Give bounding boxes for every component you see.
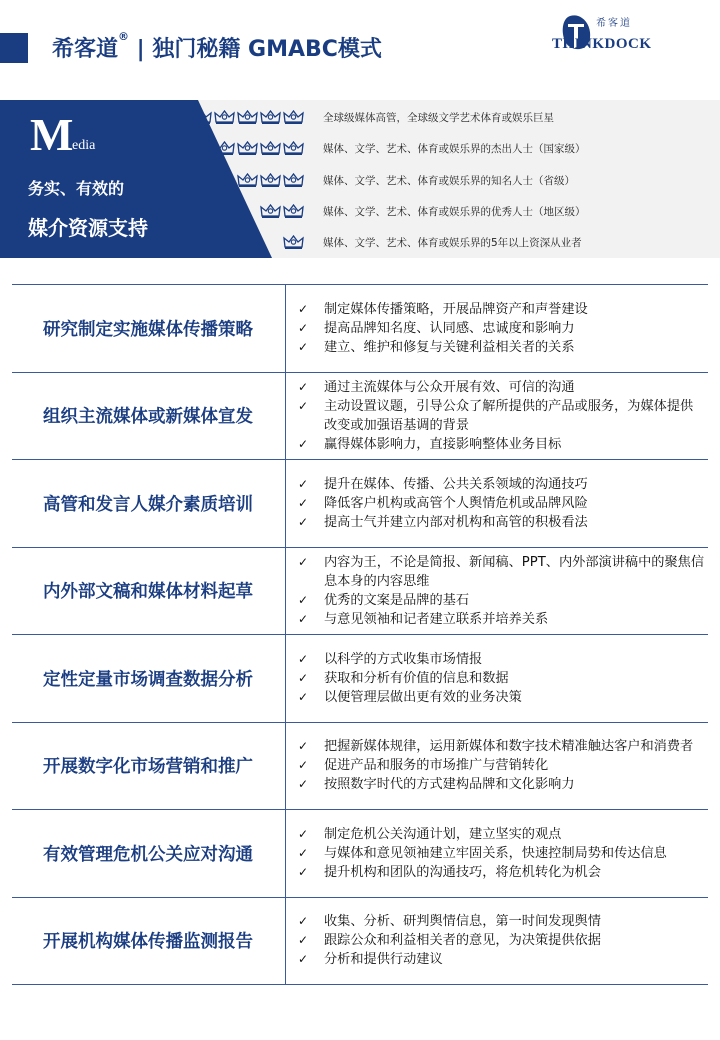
crown-icon (260, 109, 281, 125)
logo-chinese-text: 希客道 (596, 18, 632, 29)
table-row (12, 548, 708, 636)
services-table (12, 284, 708, 985)
crown-icon (191, 109, 212, 125)
row-title: 有效管理危机公关应对沟通 (43, 844, 253, 865)
table-row (12, 810, 708, 898)
media-letter: M (30, 109, 74, 160)
row-items (290, 285, 708, 372)
item-text: 制定媒体传播策略，开展品牌资产和声誉建设 (324, 301, 588, 317)
table-row (12, 373, 708, 461)
media-letter-rest: edia (72, 138, 96, 153)
item-text: 以科学的方式收集市场情报 (324, 651, 483, 667)
table-row (12, 723, 708, 811)
list-item (290, 338, 708, 357)
crown-icon (283, 203, 304, 219)
check-icon: ✓ (298, 301, 309, 316)
item-text: 主动设置议题，引导公众了解所提供的产品或服务，为媒体提供改变或加强语基调的背景 (324, 398, 694, 433)
column-divider (285, 548, 286, 635)
row-items (290, 723, 708, 810)
row-items (290, 548, 708, 635)
row-title: 开展数字化市场营销和推广 (43, 757, 253, 778)
check-icon: ✓ (298, 514, 309, 529)
tier-crowns (283, 234, 304, 250)
crown-icon (260, 172, 281, 188)
check-icon: ✓ (298, 758, 309, 773)
item-text: 获取和分析有价值的信息和数据 (324, 670, 509, 686)
tier-text: 媒体、文学、艺术、体育或娱乐界的知名人士（省级） (323, 174, 575, 187)
item-text: 建立、维护和修复与关键利益相关者的关系 (324, 339, 575, 355)
item-text: 通过主流媒体与公众开展有效、可信的沟通 (324, 379, 575, 395)
check-icon: ✓ (298, 670, 309, 685)
tier-row (0, 137, 720, 159)
tier-text: 媒体、文学、艺术、体育或娱乐界的杰出人士（国家级） (323, 142, 586, 155)
row-items (290, 810, 708, 897)
tier-crowns (260, 203, 304, 219)
item-text: 提高士气并建立内部对机构和高管的积极看法 (324, 514, 588, 530)
tier-row (0, 106, 720, 128)
item-text: 提升在媒体、传播、公共关系领域的沟通技巧 (324, 476, 588, 492)
item-text: 与意见领袖和记者建立联系并培养关系 (324, 611, 549, 627)
table-row (12, 460, 708, 548)
item-text: 提升机构和团队的沟通技巧，将危机转化为机会 (324, 864, 601, 880)
crown-icon (283, 234, 304, 250)
banner-subtitle: 务实、有效的 (28, 179, 125, 198)
item-text: 降低客户机构或高管个人舆情危机或品牌风险 (324, 495, 588, 511)
tier-row (0, 231, 720, 253)
item-text: 收集、分析、研判舆情信息，第一时间发现舆情 (324, 914, 601, 930)
row-items (290, 898, 708, 985)
list-item (290, 650, 708, 669)
tier-crowns (214, 140, 304, 156)
page-header (0, 0, 720, 92)
item-text: 以便管理层做出更有效的业务决策 (324, 689, 522, 705)
check-icon: ✓ (298, 339, 309, 354)
tier-row (0, 169, 720, 191)
table-row (12, 285, 708, 373)
column-divider (285, 373, 286, 460)
list-item (290, 513, 708, 532)
list-item (290, 931, 708, 950)
list-item (290, 494, 708, 513)
check-icon: ✓ (298, 592, 309, 607)
item-text: 按照数字时代的方式建构品牌和文化影响力 (324, 777, 575, 793)
item-text: 跟踪公众和利益相关者的意见，为决策提供依据 (324, 933, 601, 949)
item-text: 优秀的文案是品牌的基石 (324, 592, 470, 608)
row-title: 组织主流媒体或新媒体宣发 (43, 407, 253, 428)
tier-text: 全球级媒体高管，全球级文学艺术体育或娱乐巨星 (323, 111, 554, 124)
list-item (290, 775, 708, 794)
check-icon: ✓ (298, 611, 309, 626)
row-items (290, 635, 708, 722)
check-icon: ✓ (298, 651, 309, 666)
crown-icon (260, 140, 281, 156)
check-icon: ✓ (298, 777, 309, 792)
check-icon: ✓ (298, 436, 309, 451)
crown-icon (260, 203, 281, 219)
check-icon: ✓ (298, 689, 309, 704)
list-item (290, 319, 708, 338)
check-icon: ✓ (298, 495, 309, 510)
column-divider (285, 898, 286, 985)
check-icon: ✓ (298, 320, 309, 335)
tier-text: 媒体、文学、艺术、体育或娱乐界的优秀人士（地区级） (323, 205, 586, 218)
crown-icon (283, 109, 304, 125)
tier-crowns (237, 172, 304, 188)
list-item (290, 863, 708, 882)
item-text: 提高品牌知名度、认同感、忠诚度和影响力 (324, 320, 575, 336)
header-accent-bar (0, 33, 28, 63)
list-item (290, 756, 708, 775)
check-icon: ✓ (298, 379, 309, 394)
item-text: 与媒体和意见领袖建立牢固关系，快速控制局势和传达信息 (324, 845, 667, 861)
list-item (290, 397, 708, 435)
crown-icon (237, 172, 258, 188)
row-title: 定性定量市场调查数据分析 (43, 669, 253, 690)
list-item (290, 435, 708, 454)
list-item (290, 475, 708, 494)
list-item (290, 610, 708, 629)
row-title: 高管和发言人媒介素质培训 (43, 494, 253, 515)
column-divider (285, 635, 286, 722)
item-text: 分析和提供行动建议 (324, 952, 443, 968)
column-divider (285, 460, 286, 547)
item-text: 把握新媒体规律，运用新媒体和数字技术精准触达客户和消费者 (324, 739, 694, 755)
list-item (290, 737, 708, 756)
check-icon: ✓ (298, 826, 309, 841)
crown-icon (283, 140, 304, 156)
row-title: 内外部文稿和媒体材料起草 (43, 582, 253, 603)
crown-icon (237, 140, 258, 156)
logo-english-text: THINKDOCK (552, 36, 652, 52)
banner-title: 媒介资源支持 (28, 216, 148, 240)
column-divider (285, 285, 286, 372)
list-item (290, 912, 708, 931)
crown-icon (237, 109, 258, 125)
list-item (290, 844, 708, 863)
column-divider (285, 810, 286, 897)
check-icon: ✓ (298, 845, 309, 860)
check-icon: ✓ (298, 476, 309, 491)
list-item (290, 825, 708, 844)
item-text: 赢得媒体影响力，直接影响整体业务目标 (324, 436, 562, 452)
page-title: 希客道® | 独门秘籍 GMABC模式 (52, 30, 382, 62)
list-item (290, 300, 708, 319)
item-text: 内容为王，不论是简报、新闻稿、PPT、内外部演讲稿中的聚焦信息本身的内容思维 (324, 554, 705, 589)
media-banner (0, 100, 720, 258)
tier-text: 媒体、文学、艺术、体育或娱乐界的5年以上资深从业者 (323, 236, 582, 249)
list-item (290, 553, 708, 591)
check-icon: ✓ (298, 398, 309, 413)
row-items (290, 460, 708, 547)
check-icon: ✓ (298, 933, 309, 948)
check-icon: ✓ (298, 952, 309, 967)
crown-icon (283, 172, 304, 188)
check-icon: ✓ (298, 554, 309, 569)
check-icon: ✓ (298, 914, 309, 929)
check-icon: ✓ (298, 864, 309, 879)
tier-row (0, 200, 720, 222)
column-divider (285, 723, 286, 810)
crown-icon (214, 109, 235, 125)
row-title: 研究制定实施媒体传播策略 (43, 319, 253, 340)
list-item (290, 950, 708, 969)
table-row (12, 635, 708, 723)
list-item (290, 669, 708, 688)
list-item (290, 378, 708, 397)
check-icon: ✓ (298, 739, 309, 754)
tier-crowns (191, 109, 304, 125)
list-item (290, 688, 708, 707)
row-items (290, 373, 708, 460)
item-text: 促进产品和服务的市场推广与营销转化 (324, 758, 549, 774)
list-item (290, 591, 708, 610)
table-row (12, 898, 708, 986)
crown-icon (214, 140, 235, 156)
row-title: 开展机构媒体传播监测报告 (43, 932, 253, 953)
item-text: 制定危机公关沟通计划，建立坚实的观点 (324, 826, 562, 842)
